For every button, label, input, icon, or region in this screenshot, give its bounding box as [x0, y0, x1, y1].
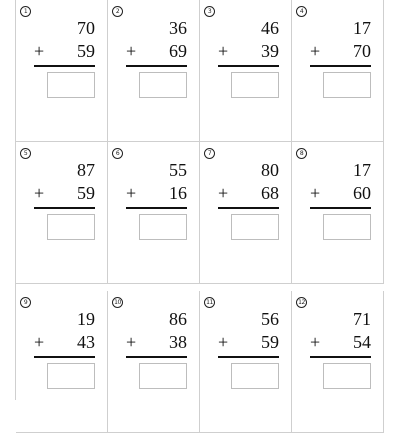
- second-addend: 38: [169, 332, 187, 352]
- problem-number-badge: 12: [296, 297, 307, 308]
- second-addend: 59: [77, 41, 95, 61]
- first-addend: 80: [261, 160, 279, 180]
- problem-cell-9: [16, 291, 108, 433]
- worksheet: [15, 0, 385, 400]
- first-addend: 87: [77, 160, 95, 180]
- sum-rule-line: [126, 65, 187, 67]
- answer-box[interactable]: [323, 214, 371, 240]
- plus-sign: +: [310, 332, 321, 352]
- problem-cell-5: [16, 142, 108, 284]
- answer-box[interactable]: [47, 72, 95, 98]
- second-addend: 39: [261, 41, 279, 61]
- answer-box[interactable]: [47, 363, 95, 389]
- plus-sign: +: [34, 41, 45, 61]
- sum-rule-line: [34, 65, 95, 67]
- second-addend: 68: [261, 183, 279, 203]
- second-addend: 59: [261, 332, 279, 352]
- answer-box[interactable]: [139, 214, 187, 240]
- second-addend: 69: [169, 41, 187, 61]
- first-addend: 86: [169, 309, 187, 329]
- plus-sign: +: [310, 41, 321, 61]
- problem-cell-8: [292, 142, 384, 284]
- problem-number-badge: 3: [204, 6, 215, 17]
- second-addend: 43: [77, 332, 95, 352]
- plus-sign: +: [218, 332, 229, 352]
- sum-rule-line: [310, 356, 371, 358]
- problem-number-badge: 1: [20, 6, 31, 17]
- first-addend: 71: [353, 309, 371, 329]
- sum-rule-line: [218, 207, 279, 209]
- problem-number-badge: 11: [204, 297, 215, 308]
- first-addend: 19: [77, 309, 95, 329]
- plus-sign: +: [218, 41, 229, 61]
- problem-cell-7: [200, 142, 292, 284]
- problem-number-badge: 6: [112, 148, 123, 159]
- sum-rule-line: [310, 207, 371, 209]
- plus-sign: +: [126, 183, 137, 203]
- answer-box[interactable]: [139, 72, 187, 98]
- first-addend: 56: [261, 309, 279, 329]
- sum-rule-line: [218, 356, 279, 358]
- second-addend: 16: [169, 183, 187, 203]
- problem-number-badge: 5: [20, 148, 31, 159]
- sum-rule-line: [310, 65, 371, 67]
- plus-sign: +: [218, 183, 229, 203]
- answer-box[interactable]: [47, 214, 95, 240]
- answer-box[interactable]: [139, 363, 187, 389]
- first-addend: 55: [169, 160, 187, 180]
- first-addend: 46: [261, 18, 279, 38]
- second-addend: 59: [77, 183, 95, 203]
- problem-cell-3: [200, 0, 292, 142]
- problem-cell-6: [108, 142, 200, 284]
- problem-number-badge: 4: [296, 6, 307, 17]
- problem-number-badge: 8: [296, 148, 307, 159]
- second-addend: 70: [353, 41, 371, 61]
- problem-cell-10: [108, 291, 200, 433]
- problem-cell-1: [16, 0, 108, 142]
- sum-rule-line: [126, 207, 187, 209]
- first-addend: 17: [353, 18, 371, 38]
- problem-number-badge: 10: [112, 297, 123, 308]
- plus-sign: +: [126, 41, 137, 61]
- answer-box[interactable]: [231, 72, 279, 98]
- plus-sign: +: [126, 332, 137, 352]
- problem-cell-12: [292, 291, 384, 433]
- second-addend: 54: [353, 332, 371, 352]
- plus-sign: +: [34, 183, 45, 203]
- sum-rule-line: [218, 65, 279, 67]
- sum-rule-line: [126, 356, 187, 358]
- answer-box[interactable]: [323, 72, 371, 98]
- problem-cell-4: [292, 0, 384, 142]
- first-addend: 36: [169, 18, 187, 38]
- first-addend: 70: [77, 18, 95, 38]
- problem-number-badge: 7: [204, 148, 215, 159]
- problem-number-badge: 9: [20, 297, 31, 308]
- problem-cell-2: [108, 0, 200, 142]
- answer-box[interactable]: [323, 363, 371, 389]
- plus-sign: +: [310, 183, 321, 203]
- sum-rule-line: [34, 207, 95, 209]
- plus-sign: +: [34, 332, 45, 352]
- answer-box[interactable]: [231, 363, 279, 389]
- sum-rule-line: [34, 356, 95, 358]
- problem-number-badge: 2: [112, 6, 123, 17]
- second-addend: 60: [353, 183, 371, 203]
- first-addend: 17: [353, 160, 371, 180]
- problem-cell-11: [200, 291, 292, 433]
- answer-box[interactable]: [231, 214, 279, 240]
